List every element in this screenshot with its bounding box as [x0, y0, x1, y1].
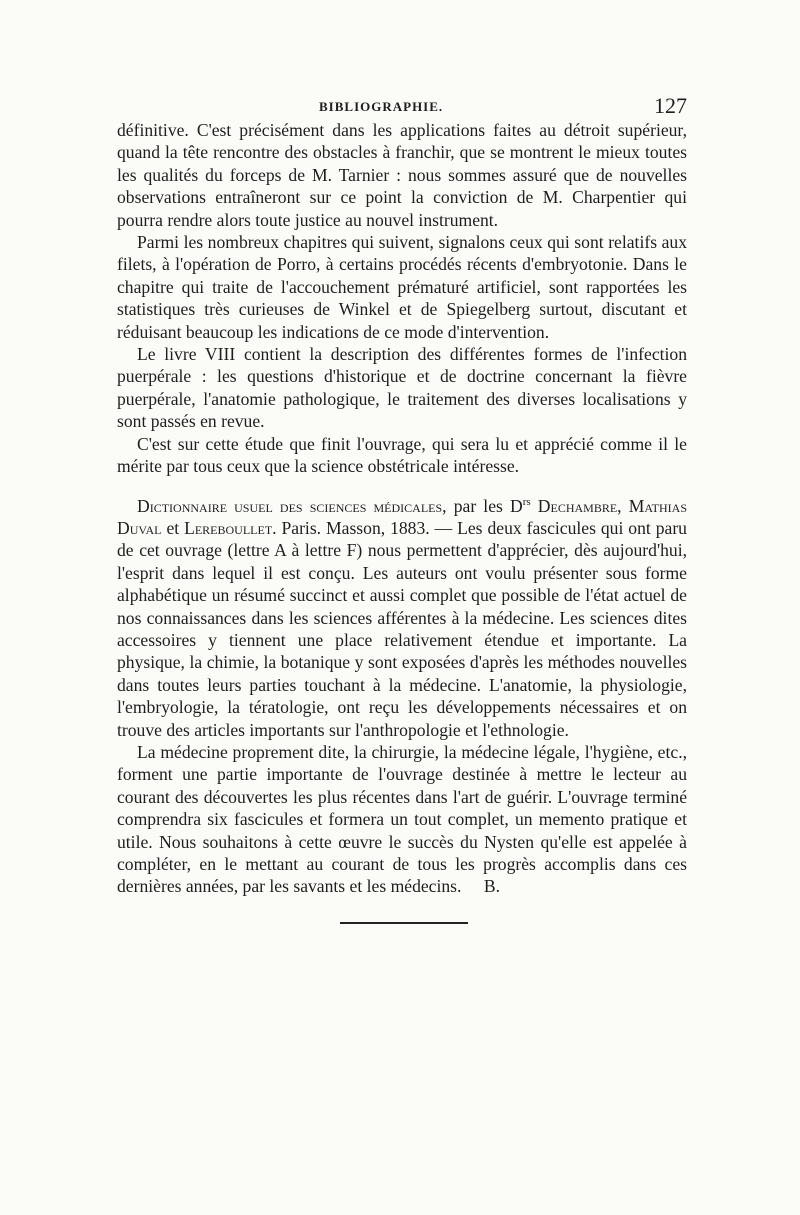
paragraph-6-body: La médecine proprement dite, la chirurgie, la médecine légale, l'hygiène, etc., forment une partie importante de l'ouvrage destinée à mettre le lecteur au courant des découvertes les plus récentes dans l'art de guérir. L'ouvrage terminé comprendra six fascicules et formera un tout complet, un memento pratique et utile. Nous souhaitons à cette œuvre le succès du Nysten qu'elle est appelée à compléter, en le mettant au courant de tous les progrès accomplis dans ces dernières années, par les savants et les médecins. — [117, 741, 687, 897]
paragraph-2: Parmi les nombreux chapitres qui suivent, signalons ceux qui sont relatifs aux filets, à l'opération de Porro, à certains procédés récents d'embryotonie. Dans le chapitre qui traite de l'accouchement prématuré artificiel, sont rapportées les statistiques très curieuses de Winkel et de Spiegelberg surtout, discutant et réduisant beaucoup les indications de ce mode d'intervention. — [117, 232, 687, 342]
page — [117, 93, 687, 924]
page-number: 127 — [654, 93, 687, 118]
signature: B. — [483, 876, 500, 897]
paragraph-5-body: Paris. Masson, 1883. — Les deux fascicules qui ont paru de cet ouvrage (lettre A à lettre F) nous permettent d'apprécier, dès aujourd'hui, l'esprit dans lequel il est conçu. Les auteurs ont voulu présenter sous forme alphabétique un résumé succinct et aussi complet que possible de l'état actuel de nos connaissances dans les sciences afférentes à la médecine. Les sciences dites accessoires y tiennent une place relativement étendue et importante. La physique, la chimie, la botanique y sont exposées d'après les méthodes nouvelles dans toutes leurs parties touchant à la médecine. L'anatomie, la physiologie, l'embryologie, la tératologie, ont reçu les développements nécessaires et on trouve des articles importants sur l'anthropologie et l'ethnologie. — [117, 517, 687, 740]
running-head: BIBLIOGRAPHIE. — [319, 99, 444, 114]
book-title: Dictionnaire usuel des sciences médicales, — [137, 495, 447, 516]
body-text — [117, 119, 687, 898]
author-dechambre: Dechambre, — [537, 495, 622, 516]
closing-rule — [340, 922, 468, 924]
author-duval: Mathias Duval — [117, 495, 687, 538]
author-lereboullet: Lereboullet. — [184, 517, 277, 538]
paragraph-1: définitive. C'est précisément dans les applications faites au détroit supérieur, quand la tête rencontre des obstacles à franchir, que se montrent le mieux toutes les qualités du forceps de M. Tarnier : nous sommes assuré que de nouvelles observations entraîneront sur ce point la conviction de M. Charpentier qui pourra rendre alors toute justice au nouvel instrument. — [117, 120, 687, 230]
paragraph-6 — [117, 741, 687, 898]
doctors-abbrev: D — [509, 495, 523, 516]
doctors-abbrev-sup: rs — [522, 495, 531, 508]
and-text: et — [166, 517, 180, 538]
by-text: par les — [453, 495, 503, 516]
paragraph-3: Le livre VIII contient la description des différentes formes de l'infection puerpérale : les questions d'historique et de doctrine concernant la fièvre puerpérale, l'anatomie pathologique, le traitement des diverses localisations y sont passés en revue. — [117, 344, 687, 432]
paragraph-5 — [117, 495, 687, 741]
section-gap — [117, 478, 687, 495]
page-header — [117, 93, 687, 119]
paragraph-4: C'est sur cette étude que finit l'ouvrage, qui sera lu et apprécié comme il le mérite par tous ceux que la science obstétricale intéresse. — [117, 433, 687, 477]
